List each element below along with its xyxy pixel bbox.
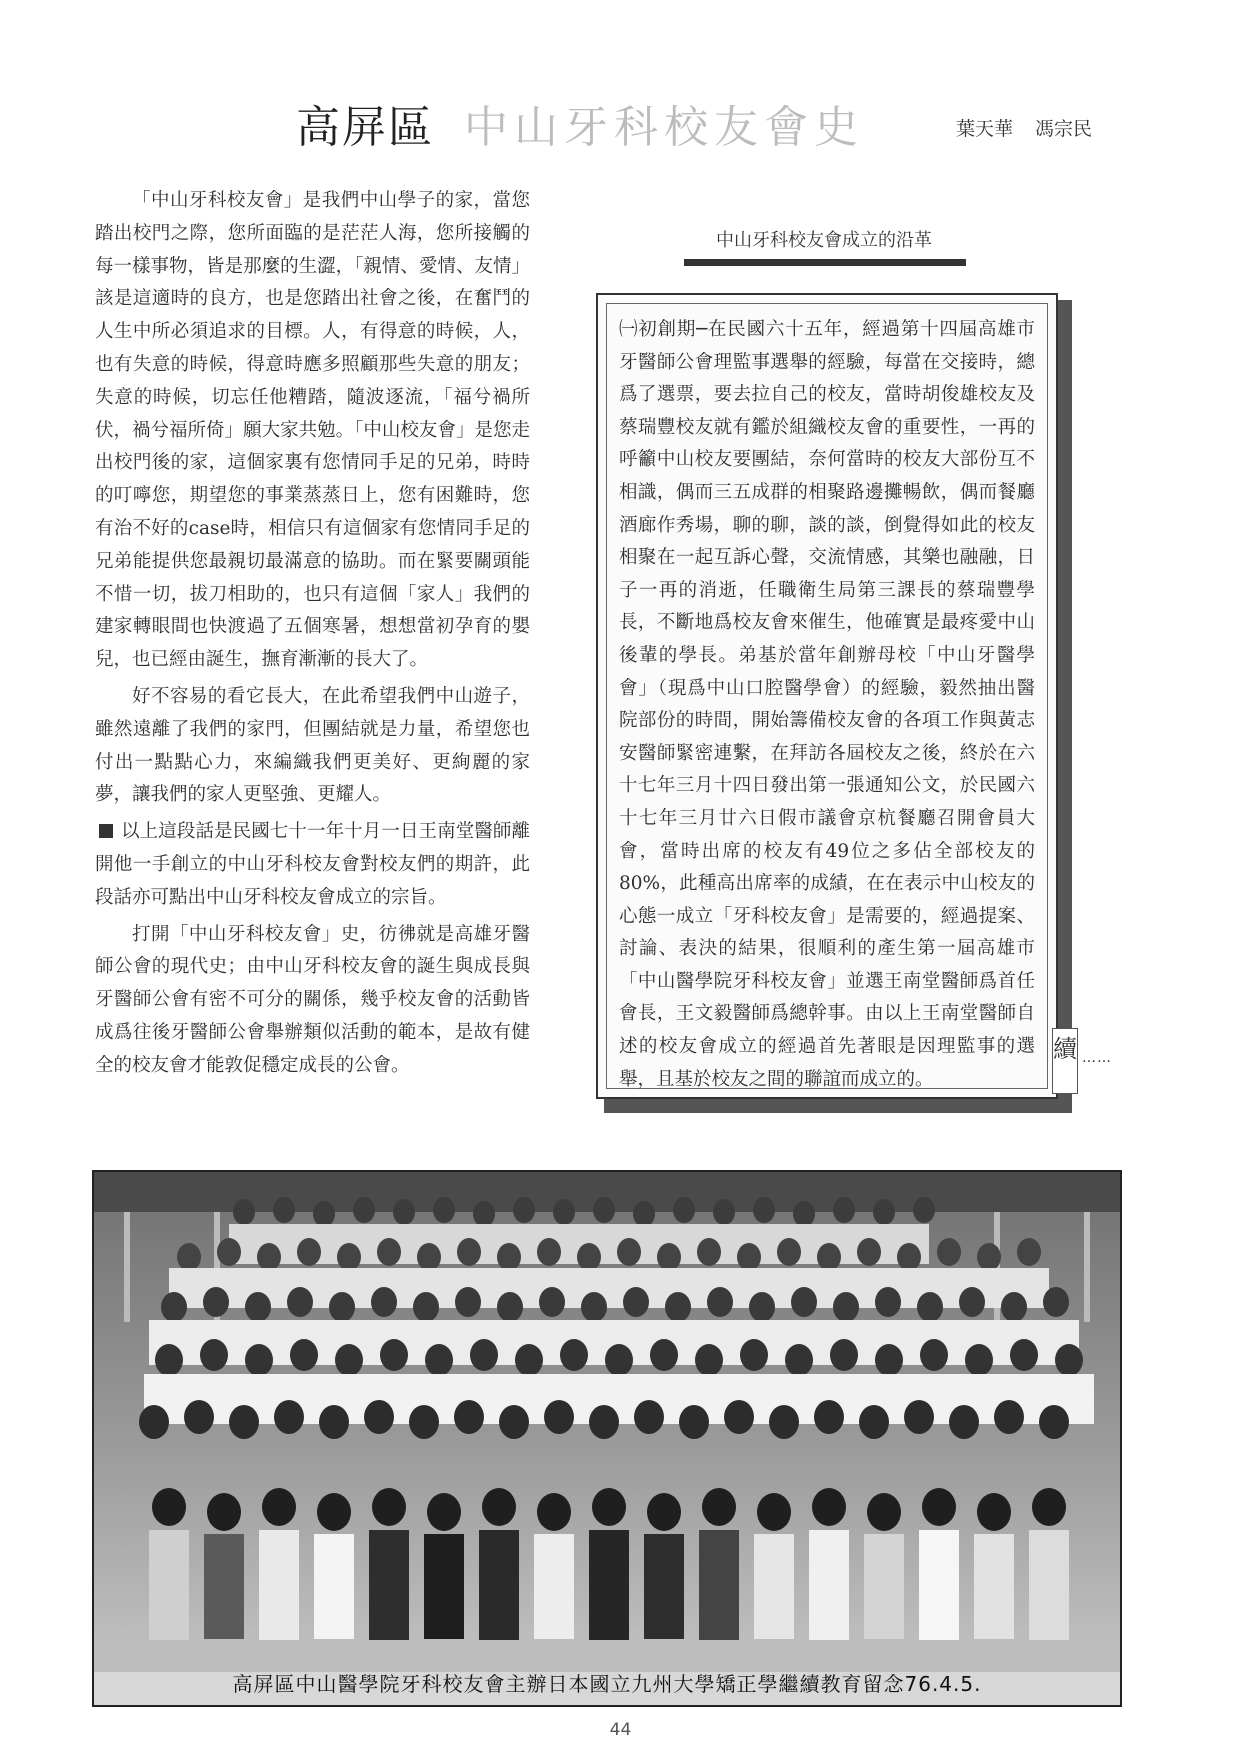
- left-column: [95, 185, 530, 1087]
- group-photo-image: [94, 1172, 1122, 1707]
- sidebar-box: [596, 293, 1058, 1099]
- authors: [956, 114, 1114, 141]
- sidebar-heading: 中山牙科校友會成立的沿革: [716, 230, 932, 251]
- body-paragraph: 打開「中山牙科校友會」史，彷彿就是高雄牙醫師公會的現代史；由中山牙科校友會的誕生與成長與牙醫師公會有密不可分的關係，幾乎校友會的活動皆成爲往後牙醫師公會舉辦類似活動的範本，是故有健全的校友會才能敦促穩定成長的公會。: [95, 923, 530, 1076]
- group-photo: [92, 1170, 1122, 1707]
- page-number: 44: [609, 1720, 632, 1740]
- quote-note-text: 以上這段話是民國七十一年十月一日王南堂醫師離開他一手創立的中山牙科校友會對校友們的期許，此段話亦可點出中山牙科校友會成立的宗旨。: [95, 821, 530, 908]
- sidebar-box-content: [606, 303, 1048, 1089]
- photo-caption: 高屏區中山醫學院牙科校友會主辦日本國立九州大學矯正學繼續教育留念76.4.5.: [232, 1672, 982, 1696]
- author-name: 葉天華: [956, 118, 1014, 140]
- heading-underline: [684, 259, 966, 266]
- square-bullet-icon: [99, 824, 113, 838]
- body-paragraph: 「中山牙科校友會」是我們中山學子的家，當您踏出校門之際，您所面臨的是茫茫人海，您所接觸的每一樣事物，皆是那麼的生澀，「親情、愛情、友情」該是這適時的良方，也是您踏出社會之後，在奮鬥的人生中所必須追求的目標。人，有得意的時候，人，也有失意的時候，得意時應多照顧那些失意的朋友；失意的時候，切忘任他糟踏，隨波逐流，「福兮禍所伏，禍兮福所倚」願大家共勉。「中山校友會」是您走出校門後的家，這個家裏有您情同手足的兄弟，時時的叮嚀您，期望您的事業蒸蒸日上，您有困難時，您有治不好的case時，相信只有這個家有您情同手足的兄弟能提供您最親切最滿意的協助。而在緊要關頭能不惜一切，拔刀相助的，也只有這個「家人」我們的建家轉眼間也快渡過了五個寒暑，想想當初孕育的嬰兒，也已經由誕生，撫育漸漸的長大了。: [95, 190, 530, 671]
- continued-marker: 續: [1052, 1028, 1078, 1094]
- page-header: [296, 100, 1196, 160]
- title-region: 高屏區: [296, 102, 434, 153]
- quote-note-paragraph: [95, 816, 530, 914]
- title-main: 中山牙科校友會史: [464, 102, 864, 153]
- author-name: 馮宗民: [1035, 118, 1093, 140]
- continued-dots: ……: [1082, 1050, 1112, 1066]
- sidebar-paragraph: ㈠初創期─在民國六十五年，經過第十四屆高雄市牙醫師公會理監事選舉的經驗，每當在交接時，總爲了選票，要去拉自己的校友，當時胡俊雄校友及蔡瑞豐校友就有鑑於組織校友會的重要性，一再的呼籲中山校友要團結，奈何當時的校友大部份互不相識，偶而三五成群的相聚路邊攤暢飲，偶而餐廳酒廊作秀場，聊的聊，談的談，倒覺得如此的校友相聚在一起互訴心聲，交流情感，其樂也融融，日子一再的消逝，任職衛生局第三課長的蔡瑞豐學長，不斷地爲校友會來催生，他確實是最疼愛中山後輩的學長。弟基於當年創辦母校「中山牙醫學會」（現爲中山口腔醫學會）的經驗，毅然抽出醫院部份的時間，開始籌備校友會的各項工作與黃志安醫師緊密連繫，在拜訪各屆校友之後，終於在六十七年三月十四日發出第一張通知公文，於民國六十七年三月廿六日假市議會京杭餐廳召開會員大會，當時出席的校友有49位之多佔全部校友的80%，此種高出席率的成績，在在表示中山校友的心態一成立「牙科校友會」是需要的，經過提案、討論、表決的結果，很順利的產生第一屆高雄市「中山醫學院牙科校友會」並選王南堂醫師爲首任會長，王文毅醫師爲總幹事。由以上王南堂醫師自述的校友會成立的經過首先著眼是因理監事的選舉，且基於校友之間的聯誼而成立的。: [619, 319, 1035, 1090]
- body-paragraph: 好不容易的看它長大，在此希望我們中山遊子，雖然遠離了我們的家門，但團結就是力量，希望您也付出一點點心力，來編織我們更美好、更絢麗的家夢，讓我們的家人更堅強、更耀人。: [95, 685, 530, 806]
